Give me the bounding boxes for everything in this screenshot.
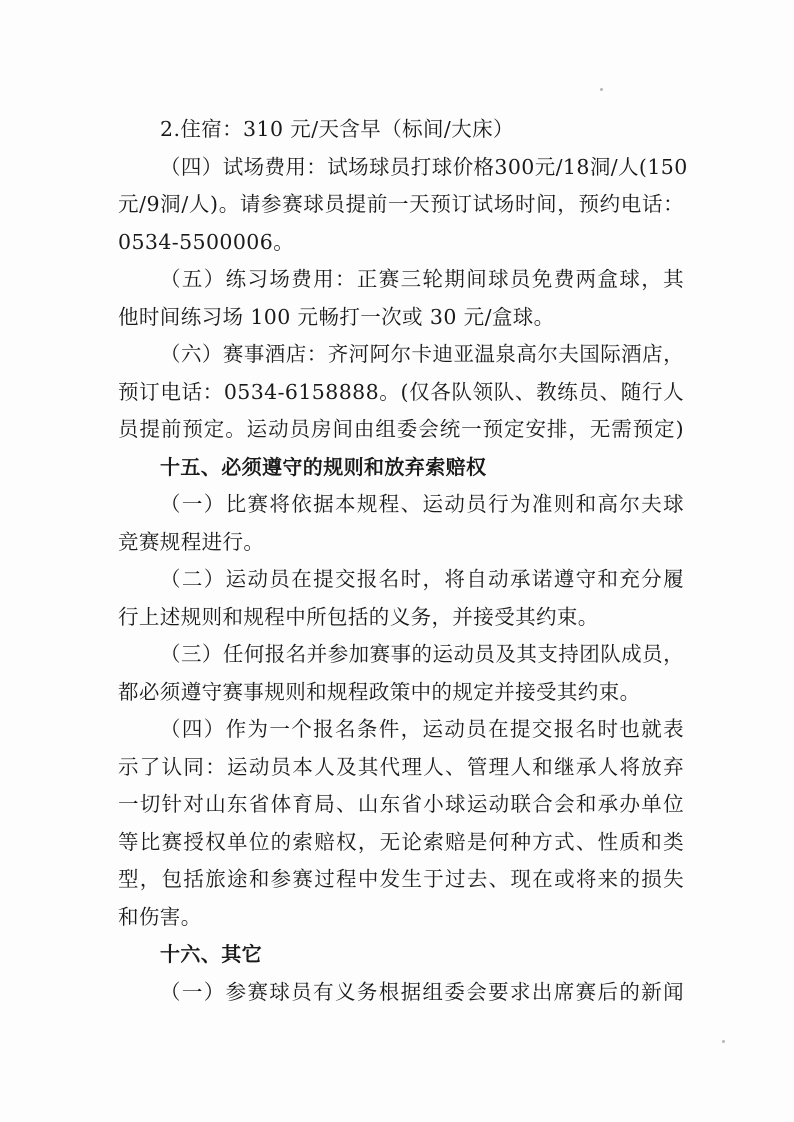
text-line: 行上述规则和规程中所包括的义务，并接受其约束。 (118, 604, 599, 629)
scan-speck (722, 1040, 725, 1043)
text-line: 他时间练习场 100 元畅打一次或 30 元/盒球。 (118, 304, 555, 329)
text-line: 竞赛规程进行。 (118, 529, 265, 554)
text-line: 和伤害。 (118, 904, 202, 929)
text-line: （五）练习场费用：正赛三轮期间球员免费两盒球，其 (160, 267, 684, 291)
text-line: 一切针对山东省体育局、山东省小球运动联合会和承办单位 (118, 792, 684, 816)
text-line: 0534-5500006。 (118, 229, 295, 254)
text-line: 示了认同：运动员本人及其代理人、管理人和继承人将放弃 (118, 754, 684, 779)
section-heading: 十六、其它 (160, 942, 262, 966)
text-line: 预订电话：0534-6158888。(仅各队领队、教练员、随行人 (118, 379, 684, 404)
text-line: 2.住宿：310 元/天含早（标间/大床） (160, 117, 514, 141)
text-line: （四）试场费用：试场球员打球价格300元/18洞/人(150 (160, 154, 688, 179)
scan-speck (600, 88, 603, 91)
text-line: （四）作为一个报名条件，运动员在提交报名时也就表 (160, 717, 684, 741)
text-line: （二）运动员在提交报名时，将自动承诺遵守和充分履 (160, 567, 684, 591)
text-line: （六）赛事酒店：齐河阿尔卡迪亚温泉高尔夫国际酒店， (160, 342, 684, 366)
section-heading: 十五、必须遵守的规则和放弃索赔权 (160, 454, 487, 479)
text-line: 等比赛授权单位的索赔权，无论索赔是何种方式、性质和类 (118, 829, 684, 854)
text-line: 都必须遵守赛事规则和规程政策中的规定并接受其约束。 (118, 679, 641, 704)
text-line: （一）参赛球员有义务根据组委会要求出席赛后的新闻 (160, 979, 684, 1004)
text-line: （一）比赛将依据本规程、运动员行为准则和高尔夫球 (160, 492, 684, 516)
text-line: 员提前预定。运动员房间由组委会统一预定安排，无需预定) (118, 417, 684, 441)
text-line: （三）任何报名并参加赛事的运动员及其支持团队成员， (160, 642, 684, 666)
document-body (118, 113, 688, 1013)
text-line: 型，包括旅途和参赛过程中发生于过去、现在或将来的损失 (118, 867, 684, 891)
text-line: 元/9洞/人)。请参赛球员提前一天预订试场时间，预约电话： (118, 192, 684, 216)
